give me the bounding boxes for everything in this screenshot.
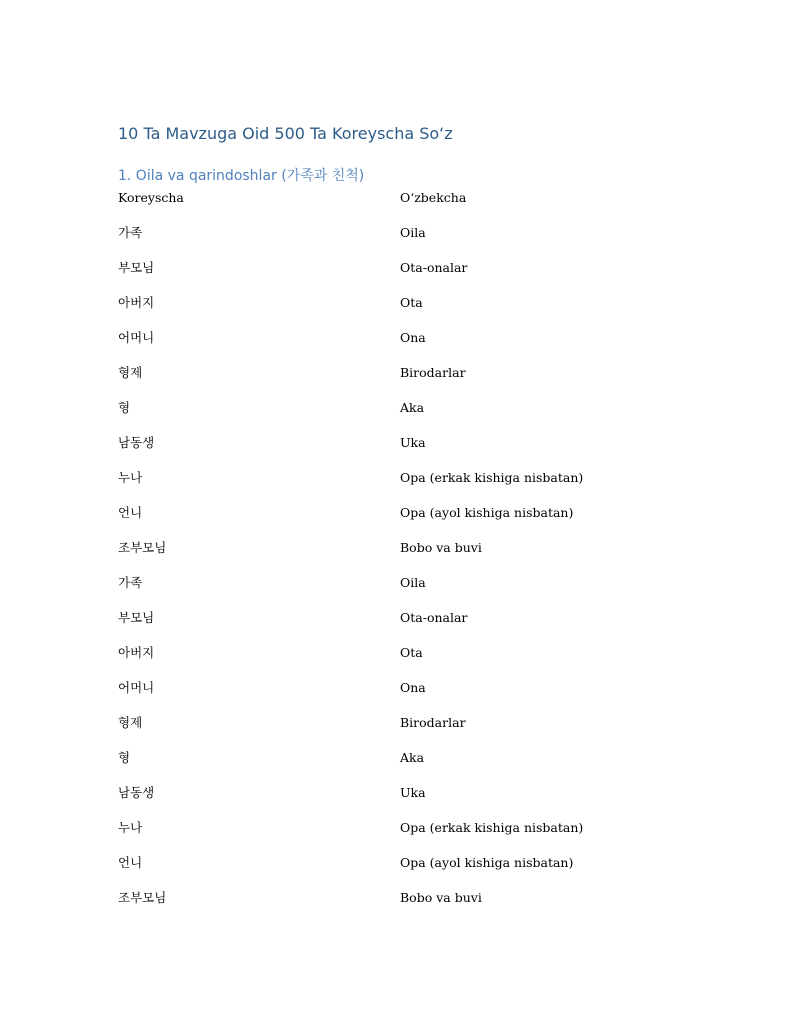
uzbek-translation: Uka <box>400 785 426 800</box>
uzbek-translation: Ota <box>400 295 423 310</box>
table-row <box>118 678 718 713</box>
korean-word: 조부모님 <box>118 540 167 555</box>
uzbek-translation: Bobo va buvi <box>400 540 482 555</box>
korean-word: 언니 <box>118 505 143 520</box>
table-header-row <box>118 188 718 211</box>
table-row <box>118 468 718 503</box>
uzbek-translation: Ota-onalar <box>400 260 468 275</box>
table-row <box>118 503 718 538</box>
uzbek-translation: Opa (ayol kishiga nisbatan) <box>400 505 574 520</box>
table-row <box>118 643 718 678</box>
korean-word: 아버지 <box>118 295 155 310</box>
section-heading: 1. Oila va qarindoshlar (가족과 친척) <box>118 168 365 184</box>
table-row <box>118 433 718 468</box>
korean-word: 형제 <box>118 365 143 380</box>
korean-word: 가족 <box>118 225 143 240</box>
uzbek-translation: Opa (erkak kishiga nisbatan) <box>400 820 584 835</box>
document-title: 10 Ta Mavzuga Oid 500 Ta Koreyscha So‘z <box>118 124 453 143</box>
korean-word: 형제 <box>118 715 143 730</box>
table-row <box>118 783 718 818</box>
korean-word: 누나 <box>118 470 143 485</box>
korean-word: 부모님 <box>118 610 155 625</box>
korean-word: 어머니 <box>118 680 155 695</box>
table-row <box>118 888 718 923</box>
table-row <box>118 328 718 363</box>
korean-word: 가족 <box>118 575 143 590</box>
korean-word: 남동생 <box>118 435 155 450</box>
table-row <box>118 853 718 888</box>
table-row <box>118 363 718 398</box>
uzbek-translation: Uka <box>400 435 426 450</box>
uzbek-translation: Oila <box>400 575 426 590</box>
uzbek-translation: Oila <box>400 225 426 240</box>
vocabulary-table <box>118 188 718 923</box>
uzbek-translation: Ona <box>400 680 426 695</box>
table-row <box>118 748 718 783</box>
uzbek-translation: Opa (ayol kishiga nisbatan) <box>400 855 574 870</box>
table-row <box>118 398 718 433</box>
uzbek-translation: Ota-onalar <box>400 610 468 625</box>
korean-word: 부모님 <box>118 260 155 275</box>
uzbek-translation: Aka <box>400 400 425 415</box>
uzbek-translation: Birodarlar <box>400 365 466 380</box>
korean-word: 남동생 <box>118 785 155 800</box>
table-row <box>118 223 718 258</box>
korean-word: 조부모님 <box>118 890 167 905</box>
uzbek-translation: Ona <box>400 330 426 345</box>
korean-word: 누나 <box>118 820 143 835</box>
uzbek-translation: Opa (erkak kishiga nisbatan) <box>400 470 584 485</box>
uzbek-translation: Ota <box>400 645 423 660</box>
table-row <box>118 713 718 748</box>
table-row <box>118 818 718 853</box>
uzbek-translation: Aka <box>400 750 425 765</box>
uzbek-translation: Bobo va buvi <box>400 890 482 905</box>
korean-word: 아버지 <box>118 645 155 660</box>
korean-word: 형 <box>118 400 131 415</box>
table-row <box>118 608 718 643</box>
table-row <box>118 258 718 293</box>
column-header-uzbek: O‘zbekcha <box>400 190 467 205</box>
column-header-korean: Koreyscha <box>118 190 184 205</box>
korean-word: 언니 <box>118 855 143 870</box>
uzbek-translation: Birodarlar <box>400 715 466 730</box>
table-row <box>118 573 718 608</box>
korean-word: 어머니 <box>118 330 155 345</box>
table-row <box>118 538 718 573</box>
korean-word: 형 <box>118 750 131 765</box>
table-row <box>118 293 718 328</box>
